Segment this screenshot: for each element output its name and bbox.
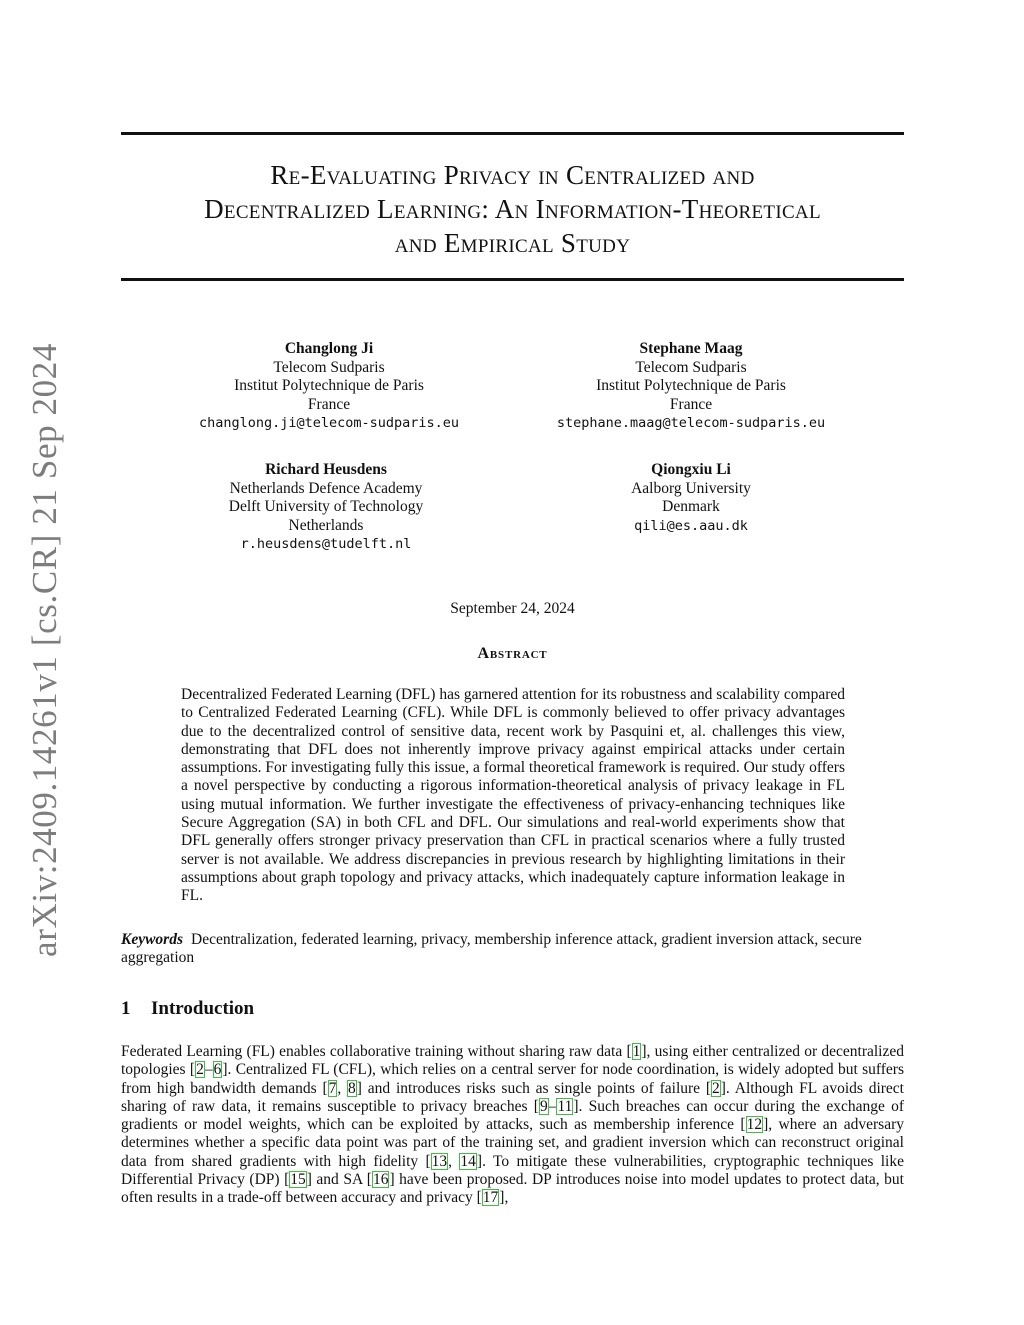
author-country: Netherlands [288, 516, 364, 534]
citation-link[interactable]: 16 [372, 1171, 389, 1189]
arxiv-identifier: arXiv:2409.14261v1 [cs.CR] 21 Sep 2024 [25, 343, 64, 957]
author-card [146, 461, 506, 554]
keywords-paragraph [121, 931, 904, 968]
author-email[interactable]: qili@es.aau.dk [634, 517, 748, 534]
author-country: France [307, 395, 351, 413]
author-affiliation: Delft University of Technology [228, 498, 424, 515]
citation-link[interactable]: 15 [290, 1171, 306, 1189]
intro-text: , [337, 1079, 348, 1097]
citation-link[interactable]: 2 [196, 1061, 204, 1079]
author-email[interactable]: r.heusdens@tudelft.nl [240, 536, 412, 552]
citation-link[interactable]: 1 [632, 1043, 641, 1060]
introduction-paragraph [121, 1043, 904, 1208]
citation-link[interactable]: 17 [482, 1189, 499, 1207]
intro-text: ], [499, 1189, 509, 1207]
intro-text: ]. Such breaches can occur during the exchange of gradients or model weights, which can be exploited by attacks, such as membership inference [ [121, 1097, 904, 1134]
author-name: Qiongxiu Li [651, 461, 731, 478]
citation-link[interactable]: 6 [213, 1061, 222, 1079]
abstract-heading: Abstract [477, 645, 548, 662]
intro-text: – [548, 1097, 557, 1115]
author-card [511, 340, 871, 433]
author-affiliation: Netherlands Defence Academy [229, 479, 423, 497]
citation-link[interactable]: 8 [348, 1079, 356, 1097]
intro-text: , [448, 1152, 460, 1170]
intro-text: ]. Although FL avoids direct sharing of raw data, it remains susceptible to privacy breaches [ [121, 1079, 904, 1115]
title-line-3: and Empirical Study [394, 228, 631, 258]
author-card [149, 340, 509, 433]
citation-link[interactable]: 13 [431, 1152, 448, 1170]
publication-date: September 24, 2024 [450, 600, 575, 617]
section-title: Introduction [151, 998, 255, 1019]
citation-link[interactable]: 12 [746, 1116, 763, 1134]
intro-text: ], using either centralized or decentralized topologies [ [121, 1043, 904, 1079]
keywords-label: Keywords [121, 931, 183, 948]
author-country: Denmark [662, 498, 720, 515]
author-name: Changlong Ji [284, 340, 374, 357]
title-line-1: Re-Evaluating Privacy in Centralized and [270, 160, 755, 190]
arxiv-identifier-margin [17, 343, 73, 957]
section-heading [121, 998, 904, 1020]
keywords-text: Decentralization, federated learning, privacy, membership inference attack, gradient inversion attack, secure aggregation [121, 931, 862, 967]
intro-text: – [204, 1061, 213, 1079]
author-email[interactable]: stephane.maag@telecom-sudparis.eu [556, 415, 826, 431]
paper-title [121, 158, 904, 260]
intro-text: ]. To mitigate these vulnerabilities, cryptographic techniques like Differential Privacy (DP) [ [121, 1152, 904, 1189]
author-card [511, 461, 871, 535]
title-top-rule [121, 132, 904, 135]
author-name: Stephane Maag [639, 340, 743, 357]
section-number: 1 [121, 998, 131, 1019]
author-country: France [669, 395, 713, 413]
intro-text: ]. Centralized FL (CFL), which relies on a central server for node coordination, is widely adopted but suffers from high bandwidth demands [ [121, 1061, 904, 1097]
intro-text: ] and introduces risks such as single points of failure [ [356, 1079, 712, 1097]
author-email[interactable]: changlong.ji@telecom-sudparis.eu [198, 415, 460, 431]
author-name: Richard Heusdens [265, 461, 387, 478]
abstract-text: Decentralized Federated Learning (DFL) has garnered attention for its robustness and scalability compared to Centralized Federated Learning (CFL). While DFL is commonly believed to offer privacy advantages due to the decentralized control of sensitive data, recent work by Pasquini et, al. challenges this view, demonstrating that DFL does not inherently improve privacy against empirical attacks under certain assumptions. For investigating fully this issue, a formal theoretical framework is required. Our study offers a novel perspective by conducting a rigorous information-theoretical analysis of privacy leakage in FL using mutual information. We further investigate the effectiveness of privacy-enhancing techniques like Secure Aggregation (SA) in both CFL and DFL. Our simulations and real-world experiments show that DFL generally offers stronger privacy preservation than CFL in practical scenarios where a fully trusted server is not available. We address discrepancies in previous research by highlighting limitations in their assumptions about graph topology and privacy attacks, which inadequately capture information leakage in FL. [181, 686, 845, 905]
author-affiliation: Aalborg University [631, 479, 751, 497]
citation-link[interactable]: 9 [539, 1097, 548, 1115]
author-affiliation: Institut Polytechnique de Paris [596, 377, 786, 394]
citation-link[interactable]: 14 [460, 1152, 476, 1170]
title-bottom-rule [121, 278, 904, 281]
intro-text: Federated Learning (FL) enables collaborative training without sharing raw data [ [121, 1043, 632, 1060]
citation-link[interactable]: 7 [328, 1079, 337, 1097]
author-affiliation: Telecom Sudparis [273, 358, 385, 376]
citation-link[interactable]: 11 [557, 1097, 573, 1115]
intro-text: ], where an adversary determines whether a specific data point was part of the training set, and gradient inversion which can reconstruct original data from shared gradients with high fidelity [ [121, 1116, 904, 1170]
author-affiliation: Institut Polytechnique de Paris [234, 377, 424, 394]
intro-text: ] and SA [ [306, 1171, 372, 1189]
title-line-2: Decentralized Learning: An Information-Theoretical [204, 194, 821, 224]
author-affiliation: Telecom Sudparis [635, 358, 747, 376]
intro-text: ] have been proposed. DP introduces noise into model updates to protect data, but often results in a trade-off between accuracy and privacy [ [121, 1171, 904, 1207]
citation-link[interactable]: 2 [712, 1079, 720, 1097]
